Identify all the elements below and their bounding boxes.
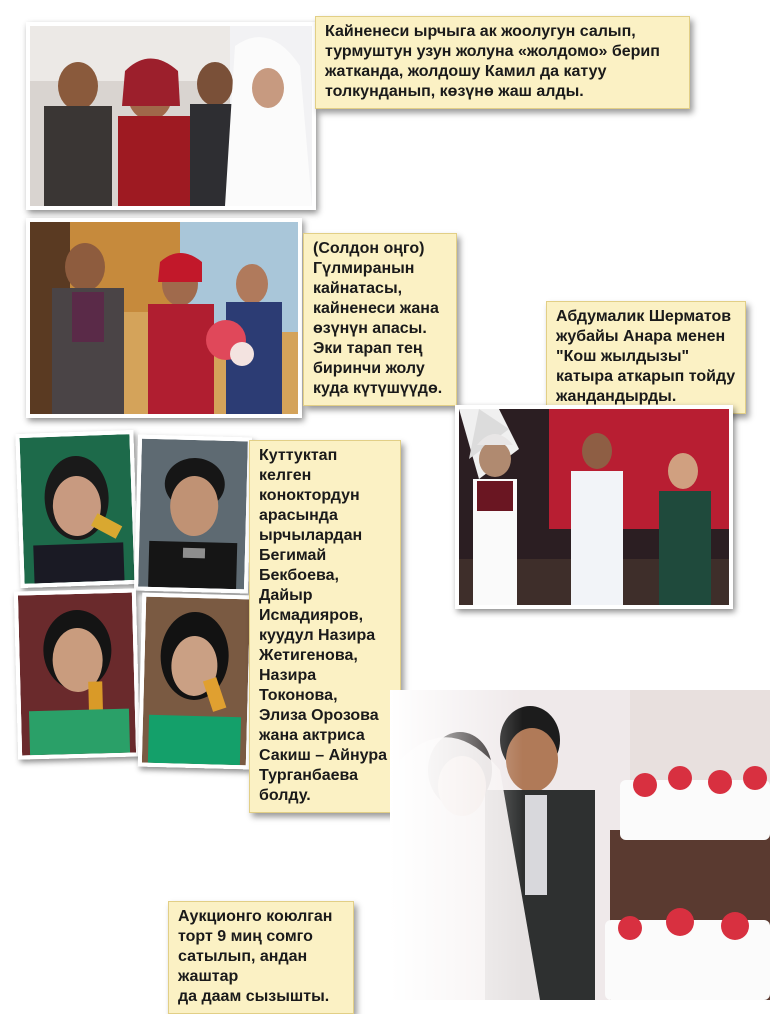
caption-relatives: (Солдон оңго) Гүлмиранын кайнатасы, кайненеси жана өзүнүн апасы. Эки тарап тең биринчи жолу куда күтүшүүдө. xyxy=(303,233,457,406)
cake-cutting-photo xyxy=(390,690,770,1000)
singer-photo-1 xyxy=(15,430,138,588)
singer-photo-3 xyxy=(14,588,140,759)
wedding-veil-photo xyxy=(26,22,316,210)
caption-groom-veil: Кайненеси ырчыга ак жоолугун салып, турмуштун узун жолуна «жолдомо» берип жатканда, жолдошу Камил да катуу толкунданып, көзүнө жаш алды. xyxy=(315,16,690,109)
singer-photo-4 xyxy=(138,593,255,770)
relatives-photo xyxy=(26,218,302,418)
duet-stage-photo xyxy=(455,405,733,609)
caption-guests: Куттуктап келген коноктордун арасында ырчылардан Бегимай Бекбоева, Дайыр Исмадияров, куудул Назира Жетигенова, Назира Токонова, Элиза Орозова жана актриса Сакиш – Айнура Турганбаева болду. xyxy=(249,440,401,813)
singer-photo-2 xyxy=(134,435,252,594)
caption-cake: Аукционго коюлган торт 9 миң сомго сатылып, андан жаштар да даам сызышты. xyxy=(168,901,354,1014)
caption-duet: Абдумалик Шерматов жубайы Анара менен "Кош жылдызы" катыра аткарып тойду жандандырды. xyxy=(546,301,746,414)
